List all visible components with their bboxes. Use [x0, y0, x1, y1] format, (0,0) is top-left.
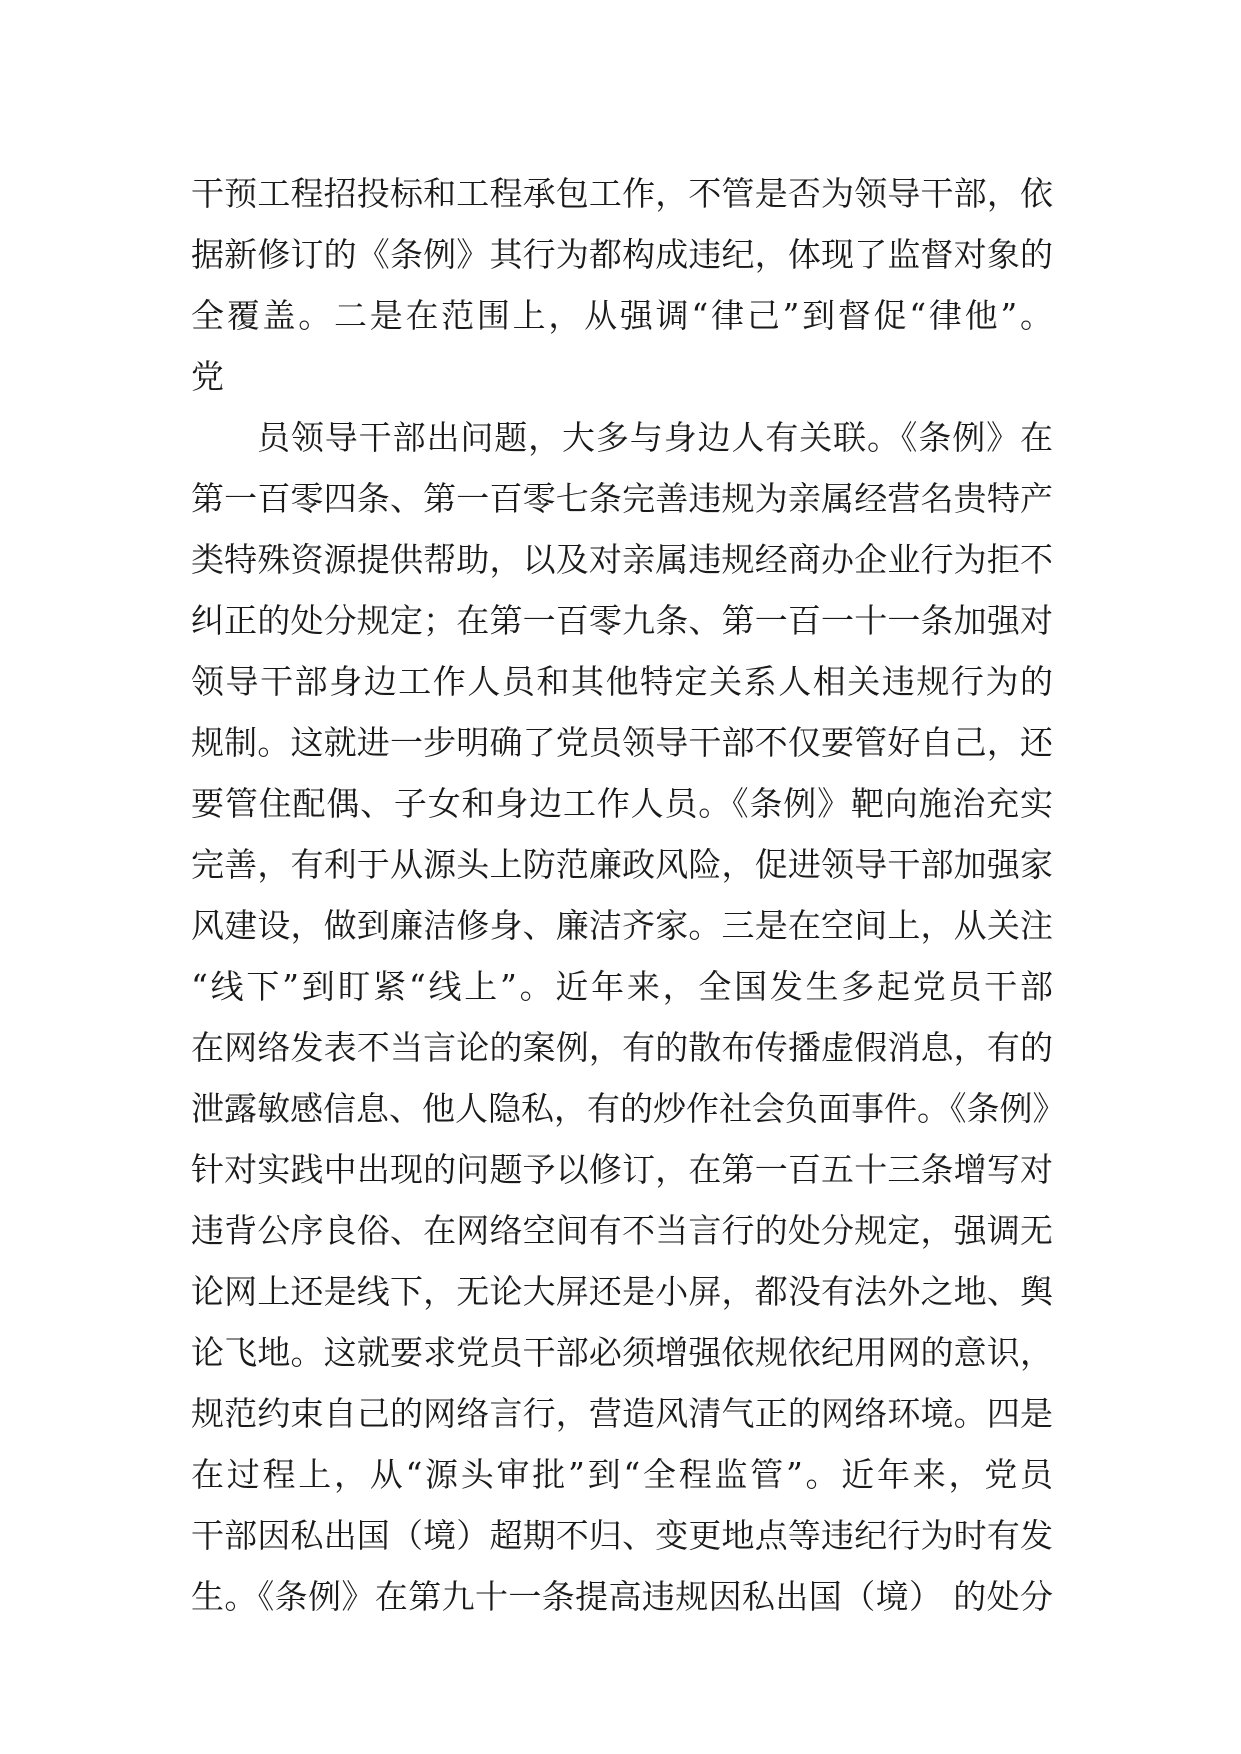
text-line: 领导干部身边工作人员和其他特定关系人相关违规行为的: [191, 662, 1053, 701]
text-line: 第一百零四条、第一百零七条完善违规为亲属经营名贵特产: [191, 479, 1053, 518]
text-line: 规制。这就进一步明确了党员领导干部不仅要管好自己，还: [191, 723, 1053, 762]
text-line: 生。《条例》在第九十一条提高违规因私出国（境） 的处分: [191, 1577, 1053, 1616]
text-line: 风建设，做到廉洁修身、廉洁齐家。三是在空间上，从关注: [191, 906, 1053, 945]
text-line: “线下”到盯紧“线上”。近年来，全国发生多起党员干部: [191, 967, 1053, 1006]
text-line: 据新修订的《条例》其行为都构成违纪，体现了监督对象的: [191, 235, 1053, 274]
text-line: 在网络发表不当言论的案例，有的散布传播虚假消息，有的: [191, 1028, 1053, 1067]
text-line: 完善，有利于从源头上防范廉政风险，促进领导干部加强家: [191, 845, 1053, 884]
body-text: [191, 163, 1066, 1627]
text-line: 违背公序良俗、在网络空间有不当言行的处分规定，强调无: [191, 1211, 1053, 1250]
text-line: 论网上还是线下，无论大屏还是小屏，都没有法外之地、舆: [191, 1272, 1053, 1311]
text-line: 规范约束自己的网络言行，营造风清气正的网络环境。四是: [191, 1394, 1053, 1433]
text-line: 干预工程招投标和工程承包工作，不管是否为领导干部，依: [191, 174, 1053, 213]
text-line: 在过程上，从“源头审批”到“全程监管”。近年来，党员: [191, 1455, 1053, 1494]
text-line: 干部因私出国（境）超期不归、变更地点等违纪行为时有发: [191, 1516, 1053, 1555]
text-line: 类特殊资源提供帮助，以及对亲属违规经商办企业行为拒不: [191, 540, 1053, 579]
text-line: 泄露敏感信息、他人隐私，有的炒作社会负面事件。《条例》: [191, 1089, 1066, 1128]
text-line: 党: [191, 357, 224, 396]
text-line: 论飞地。这就要求党员干部必须增强依规依纪用网的意识，: [191, 1333, 1053, 1372]
text-line: 纠正的处分规定；在第一百零九条、第一百一十一条加强对: [191, 601, 1053, 640]
text-line: 全覆盖。二是在范围上，从强调“律己”到督促“律他”。: [191, 296, 1053, 335]
text-line: 员领导干部出问题，大多与身边人有关联。《条例》在: [257, 418, 1053, 457]
text-line: 针对实践中出现的问题予以修订，在第一百五十三条增写对: [191, 1150, 1053, 1189]
text-line: 要管住配偶、子女和身边工作人员。《条例》靶向施治充实: [191, 784, 1053, 823]
